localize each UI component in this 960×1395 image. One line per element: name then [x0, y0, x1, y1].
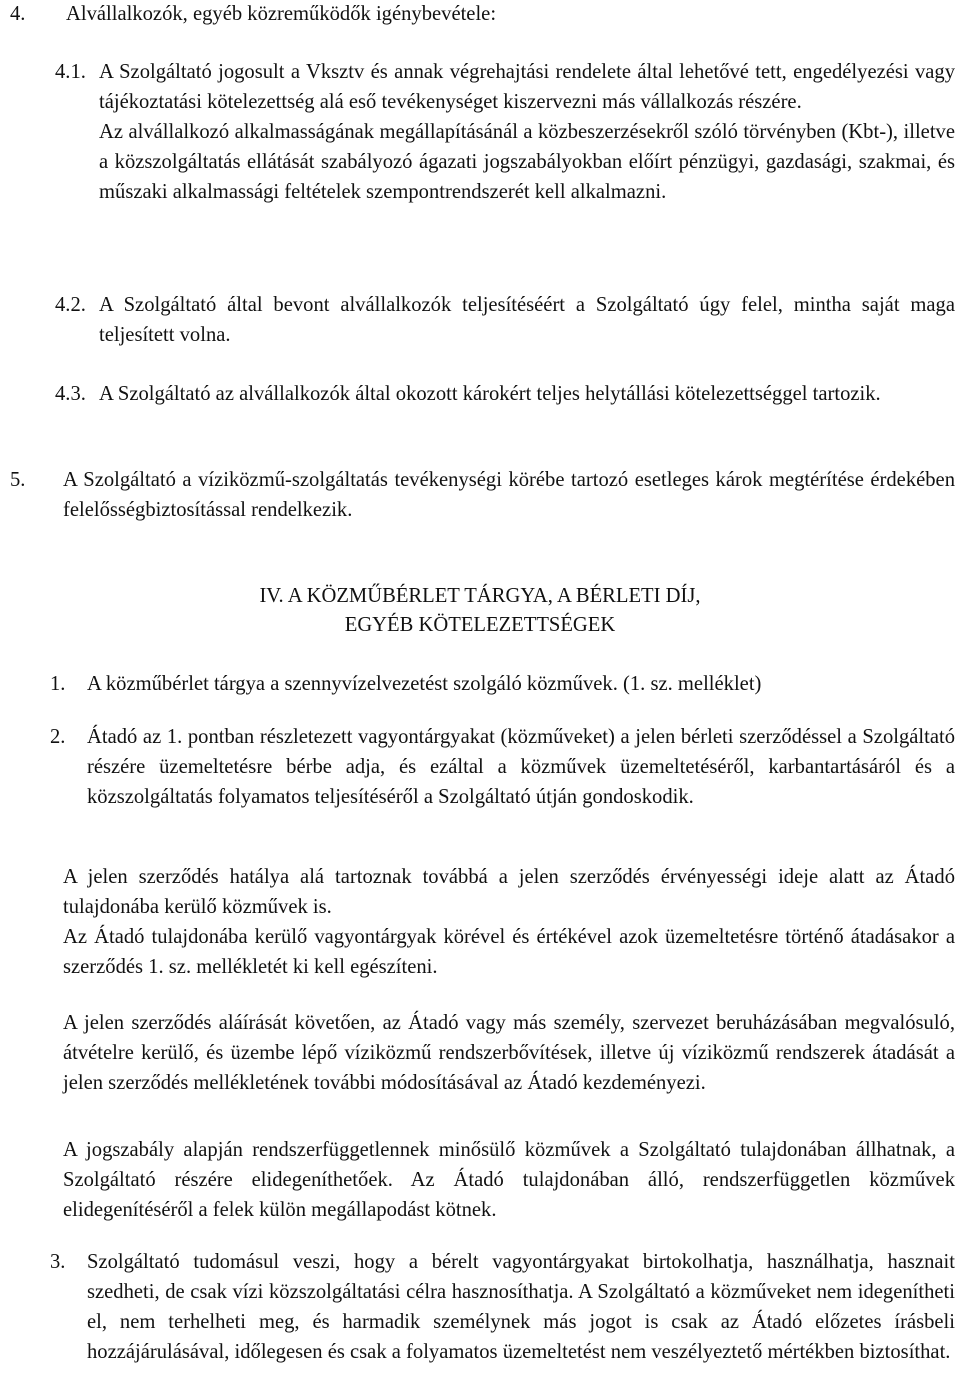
chapter-title-line-2: [0, 610, 960, 640]
point-number: 1.: [50, 673, 66, 695]
clause-text: A Szolgáltató az alvállalkozók által okozott károkért teljes helytállási kötelezettséggel tartozik.: [99, 383, 881, 405]
section-text: A Szolgáltató a víziközmű-szolgáltatás tevékenységi körébe tartozó esetleges károk megtérítése érdekében felelősségbiztosítással rendelkezik.: [63, 469, 955, 521]
clause-text: A Szolgáltató jogosult a Vksztv és annak végrehajtási rendelete által lehetővé tett, engedélyezési vagy tájékoztatási kötelezettség alá eső tevékenységet kiszervezni más vállalkozás részére.: [99, 61, 955, 113]
point-number: 3.: [50, 1251, 66, 1273]
clause-text-criteria: Az alvállalkozó alkalmasságának megállapításánál a közbeszerzésekről szóló törvényben (Kbt-), illetve a közszolgáltatás ellátását szabályozó ágazati jogszabályokban előírt pénzügyi, gazdasági, szakmai, és műszaki alkalmassági feltételek szempontrendszerét kell alkalmazni.: [99, 121, 955, 203]
paragraph-scope: [63, 862, 955, 982]
section-number: 5.: [10, 469, 26, 491]
chapter-title-line-1: [0, 581, 960, 611]
clause-number: 4.3.: [55, 383, 86, 405]
clause-number: 4.2.: [55, 294, 86, 316]
point-text: Szolgáltató tudomásul veszi, hogy a bérelt vagyontárgyakat birtokolhatja, használhatja, hasznait szedheti, de csak vízi közszolgáltatási célra hasznosíthatja. A Szolgáltató a közműveket nem idegenítheti el, nem terhelheti meg, és harmadik személynek más jogot is csak az Átadó előzetes írásbeli hozzájárulásával, időlegesen és csak a folyamatos üzemeltetést nem veszélyeztető mértékben biztosíthat.: [87, 1251, 955, 1363]
point-text: Átadó az 1. pontban részletezett vagyontárgyakat (közműveket) a jelen bérleti szerződéssel a Szolgáltató részére üzemeltetésre bérbe adja, és ezáltal a közművek üzemeltetéséről, karbantartásáról és a közszolgáltatás folyamatos teljesítéséről a Szolgáltató útján gondoskodik.: [87, 726, 955, 808]
paragraph-text: A jogszabály alapján rendszerfüggetlennek minősülő közművek a Szolgáltató tulajdonában állhatnak, a Szolgáltató részére elidegeníthetőek. Az Átadó tulajdonában álló, rendszerfüggetlen közművek elidegenítéséről a felek külön megállapodást kötnek.: [63, 1139, 955, 1221]
paragraph-extensions: [63, 1008, 955, 1098]
clause-4-1: [55, 57, 955, 267]
point-number: 2.: [50, 726, 66, 748]
point-text: A közműbérlet tárgya a szennyvízelvezetést szolgáló közművek. (1. sz. melléklet): [87, 673, 762, 695]
paragraph-independent-utilities: [63, 1135, 955, 1225]
section-title: Alvállalkozók, egyéb közreműködők igénybevétele:: [66, 3, 497, 25]
section-number: 4.: [10, 3, 26, 25]
chapter-subtitle-text: EGYÉB KÖTELEZETTSÉGEK: [344, 614, 616, 636]
clause-number: 4.1.: [55, 61, 86, 83]
chapter-title-text: IV. A KÖZMŰBÉRLET TÁRGYA, A BÉRLETI DÍJ,: [259, 585, 701, 607]
paragraph-text: A jelen szerződés aláírását követően, az Átadó vagy más személy, szervezet beruházásában megvalósuló, átvételre kerülő, és üzembe lépő víziközmű rendszerbővítések, illetve új víziközmű rendszerek átadását a jelen szerződés mellékletének további módosításával az Átadó kezdeményezi.: [63, 1012, 955, 1094]
paragraph-text-annex: Az Átadó tulajdonába kerülő vagyontárgyak körével és értékével azok üzemeltetésre történő átadásakor a szerződés 1. sz. mellékletét ki kell egészíteni.: [63, 926, 955, 978]
paragraph-text: A jelen szerződés hatálya alá tartoznak továbbá a jelen szerződés érvényességi ideje alatt az Átadó tulajdonába kerülő közművek is.: [63, 866, 955, 918]
clause-text: A Szolgáltató által bevont alvállalkozók teljesítéséért a Szolgáltató úgy felel, mintha saját maga teljesített volna.: [99, 294, 955, 346]
